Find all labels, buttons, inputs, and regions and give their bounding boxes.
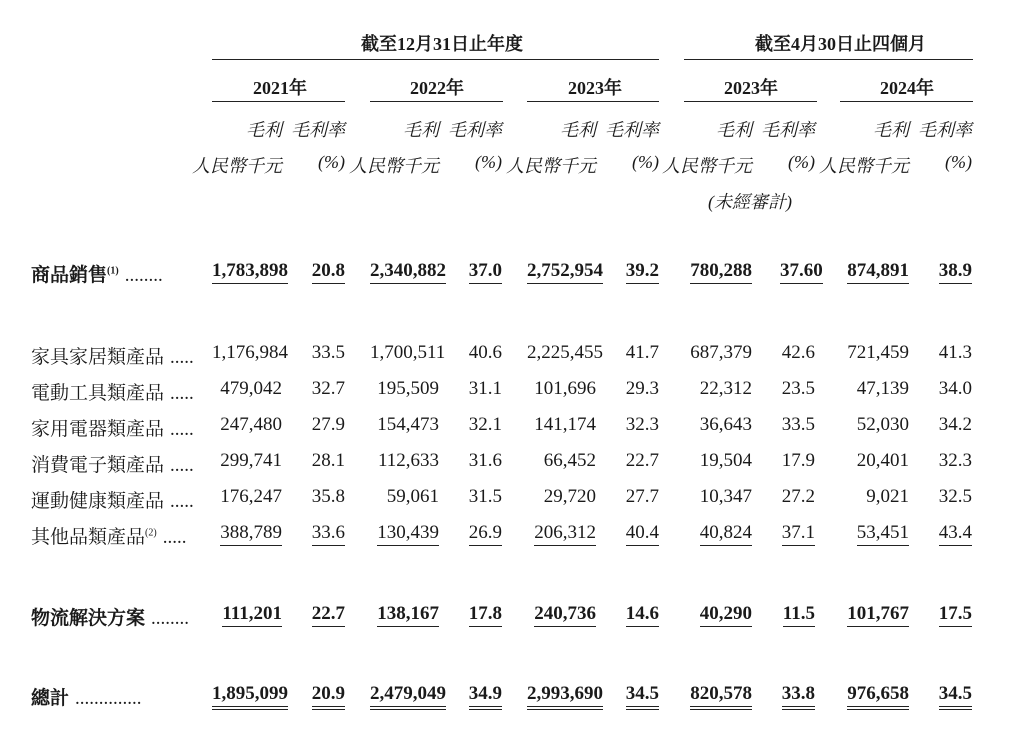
cell-value: 687,379 <box>690 342 752 363</box>
table-cell <box>370 260 446 282</box>
unit-pct: (%) <box>475 152 502 172</box>
table-cell <box>780 603 815 625</box>
table-cell <box>624 414 659 436</box>
table-cell <box>212 414 282 436</box>
cell-value: 130,439 <box>377 522 439 546</box>
unit-pct: (%) <box>632 152 659 172</box>
unit-rmb: 人民幣千元 <box>819 156 909 176</box>
row-label-text: 電動工具類產品 <box>31 383 165 404</box>
year-header-2021: 2021年 <box>253 78 307 98</box>
table-cell <box>370 378 439 400</box>
year-header-2023-four-months: 2023年 <box>724 78 778 98</box>
col-header-margin: 毛利率 <box>448 120 502 140</box>
cell-value: 33.5 <box>311 342 345 363</box>
cell-value: 19,504 <box>699 450 752 471</box>
cell-value: 1,176,984 <box>212 342 288 363</box>
unit-pct: (%) <box>945 152 972 172</box>
unit-rmb: 人民幣千元 <box>192 156 282 176</box>
table-cell <box>840 450 909 472</box>
cell-value: 388,789 <box>220 522 282 546</box>
row-label <box>31 522 186 549</box>
table-cell <box>308 342 345 364</box>
cell-value: 27.7 <box>625 486 659 507</box>
cell-value: 59,061 <box>386 486 439 507</box>
row-label-text: 商品銷售 <box>31 265 108 286</box>
cell-value: 20,401 <box>856 450 909 471</box>
cell-value: 27.2 <box>781 486 815 507</box>
table-cell <box>308 603 345 625</box>
table-cell <box>370 414 439 436</box>
cell-value: 1,895,099 <box>212 683 288 710</box>
table-cell <box>936 522 972 544</box>
cell-value: 39.2 <box>626 260 659 284</box>
row-label <box>31 342 194 369</box>
table-cell <box>840 683 909 705</box>
cell-value: 33.5 <box>781 414 815 435</box>
table-cell <box>780 522 815 544</box>
table-cell <box>840 486 909 508</box>
col-header-margin: 毛利率 <box>761 120 815 140</box>
row-label-text: 家用電器類產品 <box>31 419 165 440</box>
table-cell <box>527 260 603 282</box>
row-label <box>31 603 189 630</box>
table-cell <box>212 260 288 282</box>
cell-value: 40,290 <box>700 603 752 627</box>
table-cell <box>936 342 972 364</box>
table-cell <box>212 378 282 400</box>
table-cell <box>370 522 439 544</box>
table-cell <box>684 683 752 705</box>
cell-value: 29.3 <box>625 378 659 399</box>
cell-value: 34.5 <box>626 683 659 710</box>
cell-value: 26.9 <box>469 522 502 546</box>
cell-value: 20.9 <box>312 683 345 710</box>
table-cell <box>308 522 345 544</box>
cell-value: 34.5 <box>939 683 972 710</box>
year-rule <box>212 101 345 102</box>
table-cell <box>527 450 596 472</box>
cell-value: 43.4 <box>939 522 972 546</box>
table-cell <box>684 450 752 472</box>
cell-value: 299,741 <box>220 450 282 471</box>
cell-value: 32.1 <box>468 414 502 435</box>
cell-value: 42.6 <box>781 342 815 363</box>
table-cell <box>308 414 345 436</box>
table-cell <box>936 683 972 705</box>
year-header-2022: 2022年 <box>410 78 464 98</box>
table-cell <box>936 603 972 625</box>
table-cell <box>624 450 659 472</box>
cell-value: 195,509 <box>377 378 439 399</box>
table-cell <box>370 603 439 625</box>
cell-value: 976,658 <box>847 683 909 710</box>
unit-rmb: 人民幣千元 <box>662 156 752 176</box>
table-cell <box>466 522 502 544</box>
table-cell <box>527 522 596 544</box>
cell-value: 112,633 <box>377 450 439 471</box>
year-rule <box>370 101 503 102</box>
table-cell <box>466 414 502 436</box>
leader-dots: ..... <box>170 491 194 512</box>
cell-value: 34.0 <box>938 378 972 399</box>
table-cell <box>466 486 502 508</box>
row-label-text: 運動健康類產品 <box>31 491 165 512</box>
table-cell <box>466 603 502 625</box>
group-rule-year <box>212 59 659 60</box>
row-label-text: 物流解決方案 <box>31 608 146 629</box>
cell-value: 32.3 <box>938 450 972 471</box>
cell-value: 28.1 <box>311 450 345 471</box>
cell-value: 2,225,455 <box>527 342 603 363</box>
row-label <box>31 378 194 405</box>
table-cell <box>212 683 288 705</box>
cell-value: 37.1 <box>782 522 815 546</box>
cell-value: 41.7 <box>625 342 659 363</box>
year-header-2023: 2023年 <box>568 78 622 98</box>
table-cell <box>840 260 909 282</box>
cell-value: 11.5 <box>783 603 815 627</box>
table-cell <box>936 486 972 508</box>
cell-value: 154,473 <box>377 414 439 435</box>
cell-value: 22,312 <box>699 378 752 399</box>
table-cell <box>308 260 345 282</box>
leader-dots: ..... <box>170 455 194 476</box>
group-header-year: 截至12月31日止年度 <box>361 34 523 54</box>
cell-value: 2,340,882 <box>370 260 446 284</box>
cell-value: 20.8 <box>312 260 345 284</box>
leader-dots: ........ <box>151 608 190 629</box>
row-label-text: 其他品類產品 <box>31 527 146 548</box>
row-label-text: 家具家居類產品 <box>31 347 165 368</box>
col-header-gross-profit: 毛利 <box>873 120 909 140</box>
leader-dots: ..... <box>170 383 194 404</box>
table-cell <box>684 414 752 436</box>
cell-value: 37.0 <box>469 260 502 284</box>
footnote-marker: (2) <box>145 527 157 539</box>
cell-value: 22.7 <box>312 603 345 627</box>
cell-value: 32.7 <box>311 378 345 399</box>
table-cell <box>684 260 752 282</box>
table-cell <box>308 486 345 508</box>
cell-value: 206,312 <box>534 522 596 546</box>
table-cell <box>466 342 502 364</box>
table-cell <box>780 683 815 705</box>
table-cell <box>840 603 909 625</box>
unit-pct: (%) <box>318 152 345 172</box>
table-cell <box>936 414 972 436</box>
col-header-margin: 毛利率 <box>605 120 659 140</box>
cell-value: 47,139 <box>856 378 909 399</box>
cell-value: 34.9 <box>469 683 502 710</box>
cell-value: 36,643 <box>699 414 752 435</box>
table-cell <box>370 683 446 705</box>
cell-value: 33.6 <box>312 522 345 546</box>
col-header-gross-profit: 毛利 <box>403 120 439 140</box>
col-header-gross-profit: 毛利 <box>246 120 282 140</box>
year-rule <box>527 101 659 102</box>
table-cell <box>780 342 815 364</box>
table-cell <box>840 378 909 400</box>
table-cell <box>527 378 596 400</box>
row-label <box>31 414 194 441</box>
cell-value: 31.6 <box>468 450 502 471</box>
cell-value: 17.5 <box>939 603 972 627</box>
col-header-margin: 毛利率 <box>291 120 345 140</box>
year-rule <box>840 101 973 102</box>
table-cell <box>624 603 659 625</box>
cell-value: 35.8 <box>311 486 345 507</box>
table-cell <box>527 683 603 705</box>
table-cell <box>370 486 439 508</box>
cell-value: 40.6 <box>468 342 502 363</box>
cell-value: 17.9 <box>781 450 815 471</box>
footnote-marker: (1) <box>107 265 119 277</box>
table-cell <box>466 378 502 400</box>
cell-value: 874,891 <box>847 260 909 284</box>
cell-value: 31.1 <box>468 378 502 399</box>
cell-value: 1,783,898 <box>212 260 288 284</box>
table-cell <box>308 378 345 400</box>
unit-pct: (%) <box>788 152 815 172</box>
table-cell <box>527 486 596 508</box>
table-cell <box>624 486 659 508</box>
table-cell <box>936 378 972 400</box>
cell-value: 41.3 <box>938 342 972 363</box>
leader-dots: ..... <box>162 527 187 548</box>
cell-value: 53,451 <box>857 522 909 546</box>
unit-rmb: 人民幣千元 <box>349 156 439 176</box>
table-cell <box>684 378 752 400</box>
col-header-gross-profit: 毛利 <box>716 120 752 140</box>
table-cell <box>624 522 659 544</box>
table-cell <box>624 342 659 364</box>
cell-value: 240,736 <box>534 603 596 627</box>
table-cell <box>212 450 282 472</box>
table-cell <box>212 486 282 508</box>
cell-value: 38.9 <box>939 260 972 284</box>
table-cell <box>780 486 815 508</box>
table-cell <box>624 260 659 282</box>
cell-value: 721,459 <box>847 342 909 363</box>
cell-value: 31.5 <box>468 486 502 507</box>
table-cell <box>684 342 752 364</box>
cell-value: 111,201 <box>222 603 282 627</box>
table-cell <box>780 450 815 472</box>
cell-value: 101,696 <box>534 378 596 399</box>
table-cell <box>840 522 909 544</box>
cell-value: 2,479,049 <box>370 683 446 710</box>
table-cell <box>308 683 345 705</box>
table-cell <box>466 260 502 282</box>
cell-value: 40,824 <box>700 522 752 546</box>
table-cell <box>527 414 596 436</box>
cell-value: 820,578 <box>690 683 752 710</box>
table-cell <box>624 683 659 705</box>
table-cell <box>466 683 502 705</box>
row-label <box>31 486 194 513</box>
leader-dots: .............. <box>75 688 142 709</box>
table-cell <box>840 414 909 436</box>
cell-value: 17.8 <box>469 603 502 627</box>
table-cell <box>308 450 345 472</box>
cell-value: 780,288 <box>690 260 752 284</box>
cell-value: 176,247 <box>220 486 282 507</box>
year-header-2024-four-months: 2024年 <box>880 78 934 98</box>
cell-value: 14.6 <box>626 603 659 627</box>
table-cell <box>624 378 659 400</box>
group-header-four-months: 截至4月30日止四個月 <box>755 34 926 54</box>
row-label-text: 總計 <box>31 688 70 709</box>
table-cell <box>780 378 815 400</box>
cell-value: 29,720 <box>543 486 596 507</box>
cell-value: 9,021 <box>866 486 909 507</box>
cell-value: 247,480 <box>220 414 282 435</box>
table-cell <box>370 342 446 364</box>
row-label-text: 消費電子類產品 <box>31 455 165 476</box>
table-cell <box>684 522 752 544</box>
col-header-gross-profit: 毛利 <box>560 120 596 140</box>
table-cell <box>840 342 909 364</box>
cell-value: 23.5 <box>781 378 815 399</box>
cell-value: 479,042 <box>220 378 282 399</box>
cell-value: 32.5 <box>938 486 972 507</box>
table-cell <box>212 603 282 625</box>
table-cell <box>684 486 752 508</box>
cell-value: 101,767 <box>847 603 909 627</box>
cell-value: 66,452 <box>543 450 596 471</box>
table-cell <box>780 260 823 282</box>
table-cell <box>212 522 282 544</box>
unaudited-note: (未經審計) <box>708 192 792 212</box>
unit-rmb: 人民幣千元 <box>506 156 596 176</box>
cell-value: 10,347 <box>699 486 752 507</box>
cell-value: 2,752,954 <box>527 260 603 284</box>
cell-value: 33.8 <box>782 683 815 710</box>
table-cell <box>936 450 972 472</box>
cell-value: 37.60 <box>780 260 823 284</box>
table-cell <box>212 342 288 364</box>
table-cell <box>684 603 752 625</box>
cell-value: 27.9 <box>311 414 345 435</box>
cell-value: 138,167 <box>377 603 439 627</box>
table-cell <box>527 342 603 364</box>
table-cell <box>780 414 815 436</box>
row-label <box>31 683 142 710</box>
leader-dots: ..... <box>170 347 194 368</box>
cell-value: 1,700,511 <box>370 342 446 363</box>
cell-value: 40.4 <box>626 522 659 546</box>
row-label <box>31 450 194 477</box>
cell-value: 34.2 <box>938 414 972 435</box>
col-header-margin: 毛利率 <box>918 120 972 140</box>
row-label <box>31 260 163 287</box>
cell-value: 22.7 <box>625 450 659 471</box>
year-rule <box>684 101 817 102</box>
table-cell <box>466 450 502 472</box>
cell-value: 2,993,690 <box>527 683 603 710</box>
group-rule-four-months <box>684 59 973 60</box>
cell-value: 141,174 <box>534 414 596 435</box>
leader-dots: ..... <box>170 419 194 440</box>
cell-value: 52,030 <box>856 414 909 435</box>
table-cell <box>370 450 439 472</box>
leader-dots: ........ <box>124 265 163 286</box>
cell-value: 32.3 <box>625 414 659 435</box>
table-cell <box>527 603 596 625</box>
table-cell <box>936 260 972 282</box>
